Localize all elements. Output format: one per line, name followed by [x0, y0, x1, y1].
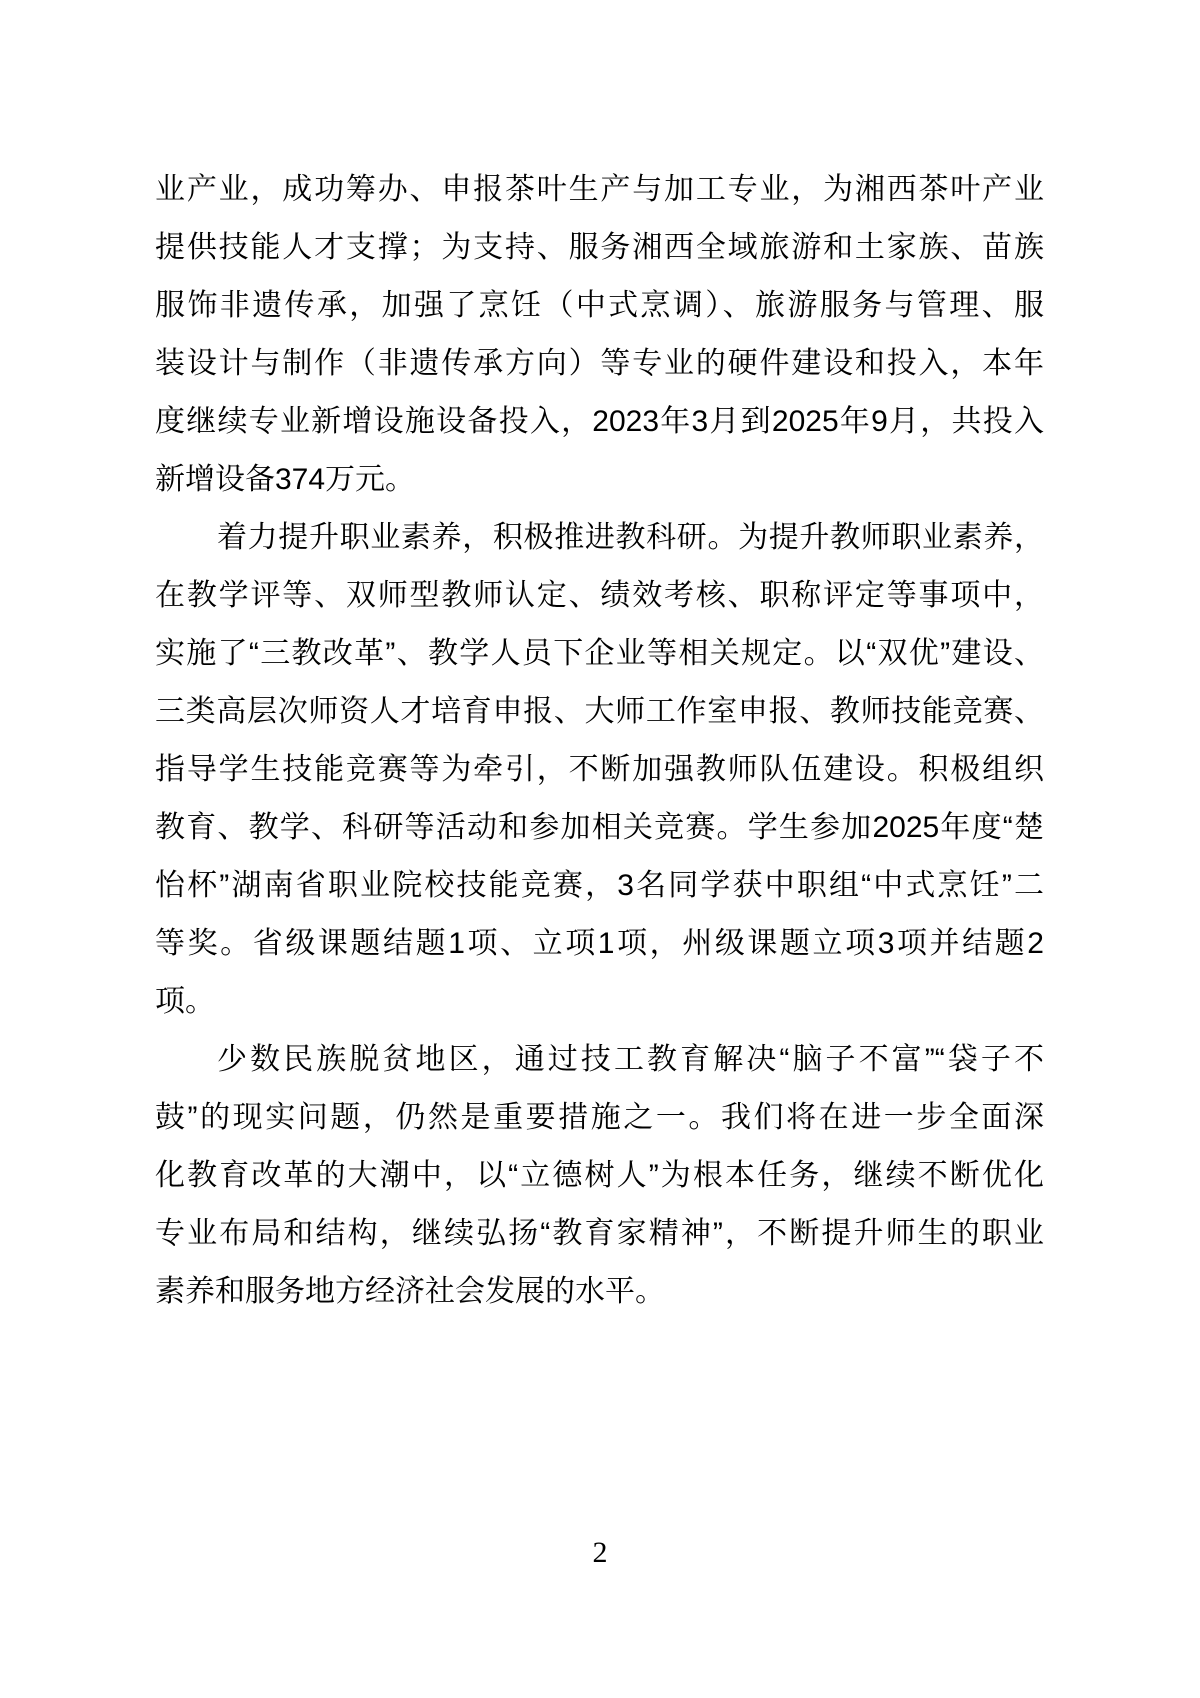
text-line: 着力提升职业素养，积极推进教科研。为提升教师职业素养，: [217, 521, 1044, 554]
text-line: 提供技能人才支撑；为支持、服务湘西全域旅游和土家族、苗族: [155, 231, 1044, 264]
text-line: 度继续专业新增设施设备投入，2023年3月到2025年9月，共投入: [155, 405, 1044, 438]
text-line: 服饰非遗传承，加强了烹饪（中式烹调）、旅游服务与管理、服: [155, 289, 1044, 322]
text-line: 指导学生技能竞赛等为牵引，不断加强教师队伍建设。积极组织: [155, 753, 1044, 786]
text-line: 怡杯”湖南省职业院校技能竞赛，3名同学获中职组“中式烹饪”二: [155, 869, 1044, 902]
text-line: 教育、教学、科研等活动和参加相关竞赛。学生参加2025年度“楚: [155, 811, 1044, 844]
text-line: 专业布局和结构，继续弘扬“教育家精神”，不断提升师生的职业: [155, 1217, 1044, 1250]
text-line: 业产业，成功筹办、申报茶叶生产与加工专业，为湘西茶叶产业: [155, 173, 1044, 206]
text-line: 等奖。省级课题结题1项、立项1项，州级课题立项3项并结题2: [155, 927, 1044, 960]
text-line: 装设计与制作（非遗传承方向）等专业的硬件建设和投入，本年: [155, 347, 1044, 380]
document-text-block: [155, 161, 1044, 1321]
text-line: 鼓”的现实问题，仍然是重要措施之一。我们将在进一步全面深: [155, 1101, 1044, 1134]
paragraph-1: [155, 161, 1044, 509]
text-line: 化教育改革的大潮中，以“立德树人”为根本任务，继续不断优化: [155, 1159, 1044, 1192]
text-line: 三类高层次师资人才培育申报、大师工作室申报、教师技能竞赛、: [155, 695, 1044, 728]
paragraph-3: [155, 1031, 1044, 1321]
text-line: 在教学评等、双师型教师认定、绩效考核、职称评定等事项中，: [155, 579, 1044, 612]
text-line: 少数民族脱贫地区，通过技工教育解决“脑子不富”“袋子不: [217, 1043, 1044, 1076]
paragraph-2: [155, 509, 1044, 1031]
page-number: 2: [592, 1536, 608, 1569]
text-line: 项。: [155, 985, 215, 1018]
text-line: 新增设备374万元。: [155, 463, 416, 496]
text-line: 素养和服务地方经济社会发展的水平。: [155, 1275, 665, 1308]
text-line: 实施了“三教改革”、教学人员下企业等相关规定。以“双优”建设、: [155, 637, 1044, 670]
